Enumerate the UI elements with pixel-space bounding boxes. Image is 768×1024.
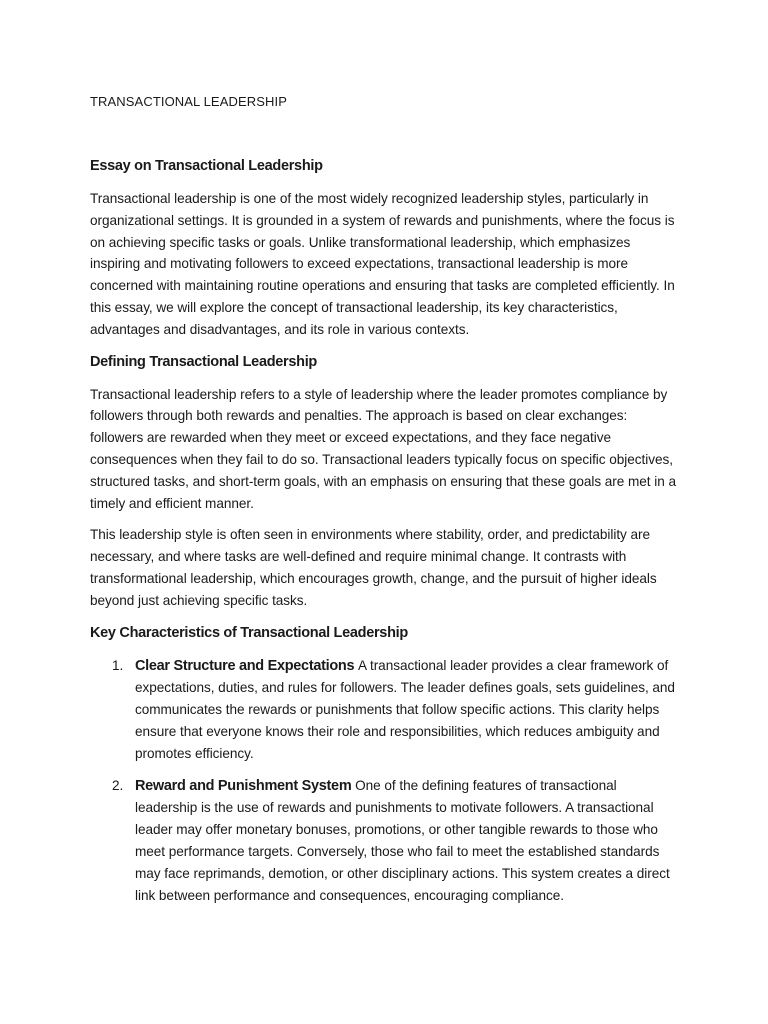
list-item xyxy=(90,655,680,765)
section-heading-characteristics: Key Characteristics of Transactional Leadership xyxy=(90,624,408,641)
paragraph-intro: Transactional leadership is one of the most widely recognized leadership styles, particularly in organizational settings. It is grounded in a system of rewards and punishments, where the focus is on achieving specific tasks or goals. Unlike transformational leadership, which emphasizes inspiring and motivating followers to exceed expectations, transactional leadership is more concerned with maintaining routine operations and ensuring that tasks are completed efficiently. In this essay, we will explore the concept of transactional leadership, its key characteristics, advantages and disadvantages, and its role in various contexts. xyxy=(90,191,675,337)
list-item xyxy=(90,775,680,907)
list-item-number: 1. xyxy=(112,657,124,673)
list-item-title: Clear Structure and Expectations xyxy=(135,657,358,674)
section-heading-essay: Essay on Transactional Leadership xyxy=(90,158,323,174)
list-item-text: A transactional leader provides a clear framework of expectations, duties, and rules for followers. The leader defines goals, sets guidelines, and communicates the rewards or punishments that follow specific actions. This clarity helps ensure that everyone knows their role and responsibilities, which reduces ambiguity and promotes efficiency. xyxy=(135,657,675,761)
list-item-title: Reward and Punishment System xyxy=(135,777,356,794)
section-heading-defining: Defining Transactional Leadership xyxy=(90,353,317,370)
document-body xyxy=(90,155,680,916)
list-item-number: 2. xyxy=(112,777,124,793)
characteristics-list xyxy=(90,655,680,907)
document-title: TRANSACTIONAL LEADERSHIP xyxy=(90,94,287,109)
list-item-text: One of the defining features of transactional leadership is the use of rewards and punishments to motivate followers. A transactional leader may offer monetary bonuses, promotions, or other tangible rewards to those who meet performance targets. Conversely, those who fail to meet the established standards may face reprimands, demotion, or other disciplinary actions. This system creates a direct link between performance and consequences, encouraging compliance. xyxy=(135,777,670,903)
paragraph-definition: Transactional leadership refers to a style of leadership where the leader promotes compliance by followers through both rewards and penalties. The approach is based on clear exchanges: followers are rewarded when they meet or exceed expectations, and they face negative consequences when they fail to do so. Transactional leaders typically focus on specific objectives, structured tasks, and short-term goals, with an emphasis on ensuring that these goals are met in a timely and efficient manner. xyxy=(90,386,676,511)
paragraph-context: This leadership style is often seen in environments where stability, order, and predictability are necessary, and where tasks are well-defined and require minimal change. It contrasts with transformational leadership, which encourages growth, change, and the pursuit of higher ideals beyond just achieving specific tasks. xyxy=(90,527,657,608)
